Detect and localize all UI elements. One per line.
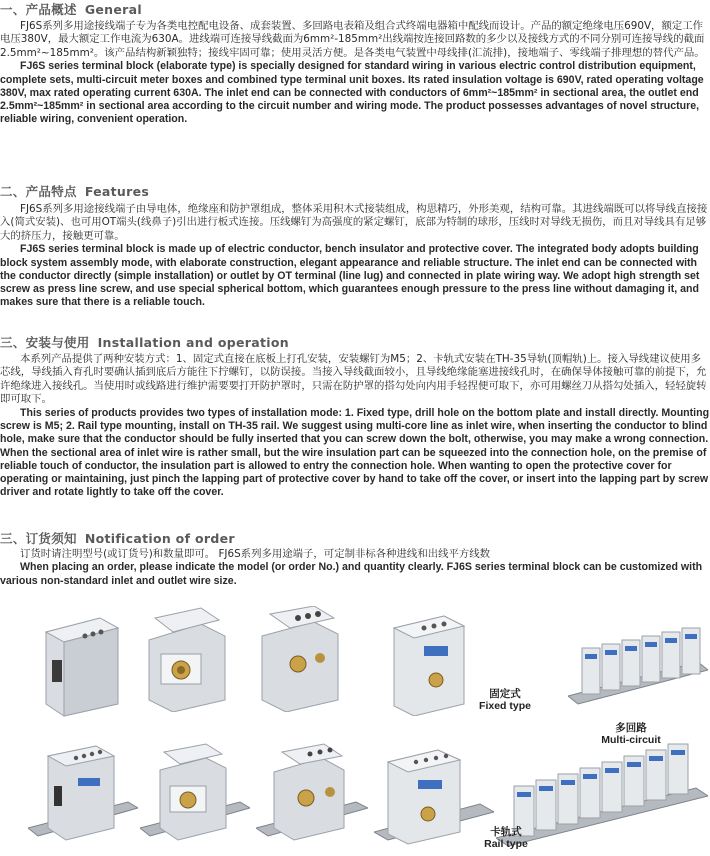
heading-en: General <box>84 2 142 17</box>
fixed-type-label <box>470 688 540 712</box>
multi-circuit-label <box>586 722 676 746</box>
heading-cn: 一、产品概述 <box>0 2 77 17</box>
installation-en-text: This series of products provides two types of installation mode: 1. Fixed type, drill hole on the bottom plate and install directly. Mounting screw is M5; 2. Rail type mounting, install on TH-35 rail. We suggest using multi-core line as inlet wire, when inserting the conductor to blind hole, make sure that the conductor should be fully inserted that you can screw down the bolt, otherwise, you may make a wrong connection. When the sectional area of inlet wire is rather small, but the wire insulation part can be squeezed into the connection hole, on the premise of reliable touch of conductor, the insulation part is allowed to entry the connection hole. When wanting to open the protective cover for operating or maintaining, just pinch the lapping part of protective cover by hand to take off the cover, or insert into the lapping part by screw driver and rotate lightly to take off the cover. <box>0 406 710 499</box>
heading-cn: 二、产品特点 <box>0 184 77 199</box>
multi-circuit-photo-1 <box>568 622 708 718</box>
section-features <box>0 182 710 200</box>
multi-circuit-label-en: Multi-circuit <box>601 734 661 746</box>
section-order <box>0 529 710 547</box>
section-installation <box>0 333 710 351</box>
features-body <box>0 203 710 310</box>
fixed-terminal-photo-4 <box>384 610 472 716</box>
rail-type-label-en: Rail type <box>484 838 528 850</box>
heading-cn: 三、订货须知 <box>0 531 77 546</box>
installation-body <box>0 353 710 500</box>
fixed-type-label-cn: 固定式 <box>489 688 521 700</box>
general-en-text: FJ6S series terminal block (elaborate type) is specially designed for standard wiring in various electric control distribution equipment, complete sets, multi-circuit meter boxes and combined type terminal unit boxes. Its rated insulation voltage is 690V, rated operating voltage 380V, max rated operating current 630A. The inlet end can be connected with conductors of 6mm²~185mm² in sectional area, the outlet end 2.5mm²~185mm² in sectional area according to the circuit number and wiring mode. The product possesses advantages of novel structure, reliable wiring, convenient operation. <box>0 60 704 126</box>
order-cn-text: 订货时请注明型号(或订货号)和数量即可。 FJ6S系列多用途端子，可定制非标各种进线和出线平方线数 <box>20 548 491 560</box>
heading-en: Features <box>84 184 150 199</box>
heading-en: Notification of order <box>84 531 235 546</box>
rail-type-label <box>474 826 538 850</box>
section-heading <box>0 529 710 547</box>
fixed-terminal-photo-3 <box>248 606 346 712</box>
fixed-terminal-photo-2 <box>135 606 233 712</box>
fixed-type-label-en: Fixed type <box>479 700 531 712</box>
rail-terminal-photo-1 <box>28 742 138 848</box>
rail-terminal-photo-2 <box>140 742 250 848</box>
general-cn-text: FJ6S系列多用途接线端子专为各类电控配电设备、成套装置、多回路电表箱及组合式终端电器箱中配线而设计。产品的额定绝缘电压690V，额定工作电压380V，最大额定工作电流为630A。进线端可连接导线截面为6mm²-185mm²出线端按连接回路数的多少以及接线方式的不同分别可连接导线的截面2.5mm²~185mm²。该产品结构新颖独特；接线牢固可靠；使用灵活方便。是各类电气装置中母线排(汇流排)，接地端子、零线端子排理想的替代产品。 <box>0 20 705 59</box>
section-general <box>0 0 710 18</box>
installation-cn-text: 本系列产品提供了两种安装方式：1、固定式直接在底板上打孔安装，安装螺钉为M5；2、卡轨式安装在TH-35导轨(顶帽轨)上。接入导线建议使用多芯线，导线插入育孔时要确认插到底后方能往下拧螺钉，以防误接。当接入导线截面较小，且导线绝缘能塞进接线孔时，在确保导体接触可靠的前提下，允许绝缘进入接线孔。当使用时或线路进行维护需要要打开防护罩时，只需在防护罩的搭勾处向内用手轻捏便可取下，亦可用螺丝刀从搭勾处插入，轻轻旋转即可取下。 <box>0 353 707 406</box>
heading-en: Installation and operation <box>97 335 289 350</box>
general-body <box>0 20 710 127</box>
order-body <box>0 548 710 588</box>
section-heading <box>0 333 710 351</box>
multi-circuit-label-cn: 多回路 <box>615 722 647 734</box>
order-en-text: When placing an order, please indicate the model (or order No.) and quantity clearly. FJ6S series terminal block can be customized with various non-standard inlet and outlet wire size. <box>0 561 703 587</box>
rail-terminal-photo-3 <box>256 742 368 848</box>
rail-type-label-cn: 卡轨式 <box>490 826 522 838</box>
features-en-text: FJ6S series terminal block is made up of electric conductor, bench insulator and protective cover. The integrated body adopts building block system assembly mode, with elaborate construction, elegant appearance and reliable structure. The inlet end can be connected with the conductor directly (simple installation) or outlet by OT terminal (line lug) and connected in plate wiring way. We adopt high strength set screw as press line screw, and use special spherical bottom, which guarantees enough pressure to the press line without damaging it, and makes sure that there is a reliable touch. <box>0 243 700 309</box>
section-heading <box>0 0 710 18</box>
heading-cn: 三、安装与使用 <box>0 335 90 350</box>
section-heading <box>0 182 710 200</box>
features-cn-text: FJ6S系列多用途接线端子由导电体，绝缘座和防护罩组成，整体采用积木式接装组成，构思精巧，外形美观，结构可靠。其进线端既可以将导线直接接入(简式安装)、也可用OT端头(线鼻子)引出进行板式连接。压线螺钉为高强度的紧定螺钉，底部为特制的球形，压线时对导线无损伤，而且对导线具有足够大的挤压力，接触更可靠。 <box>0 203 708 242</box>
fixed-terminal-photo-1 <box>30 612 126 718</box>
